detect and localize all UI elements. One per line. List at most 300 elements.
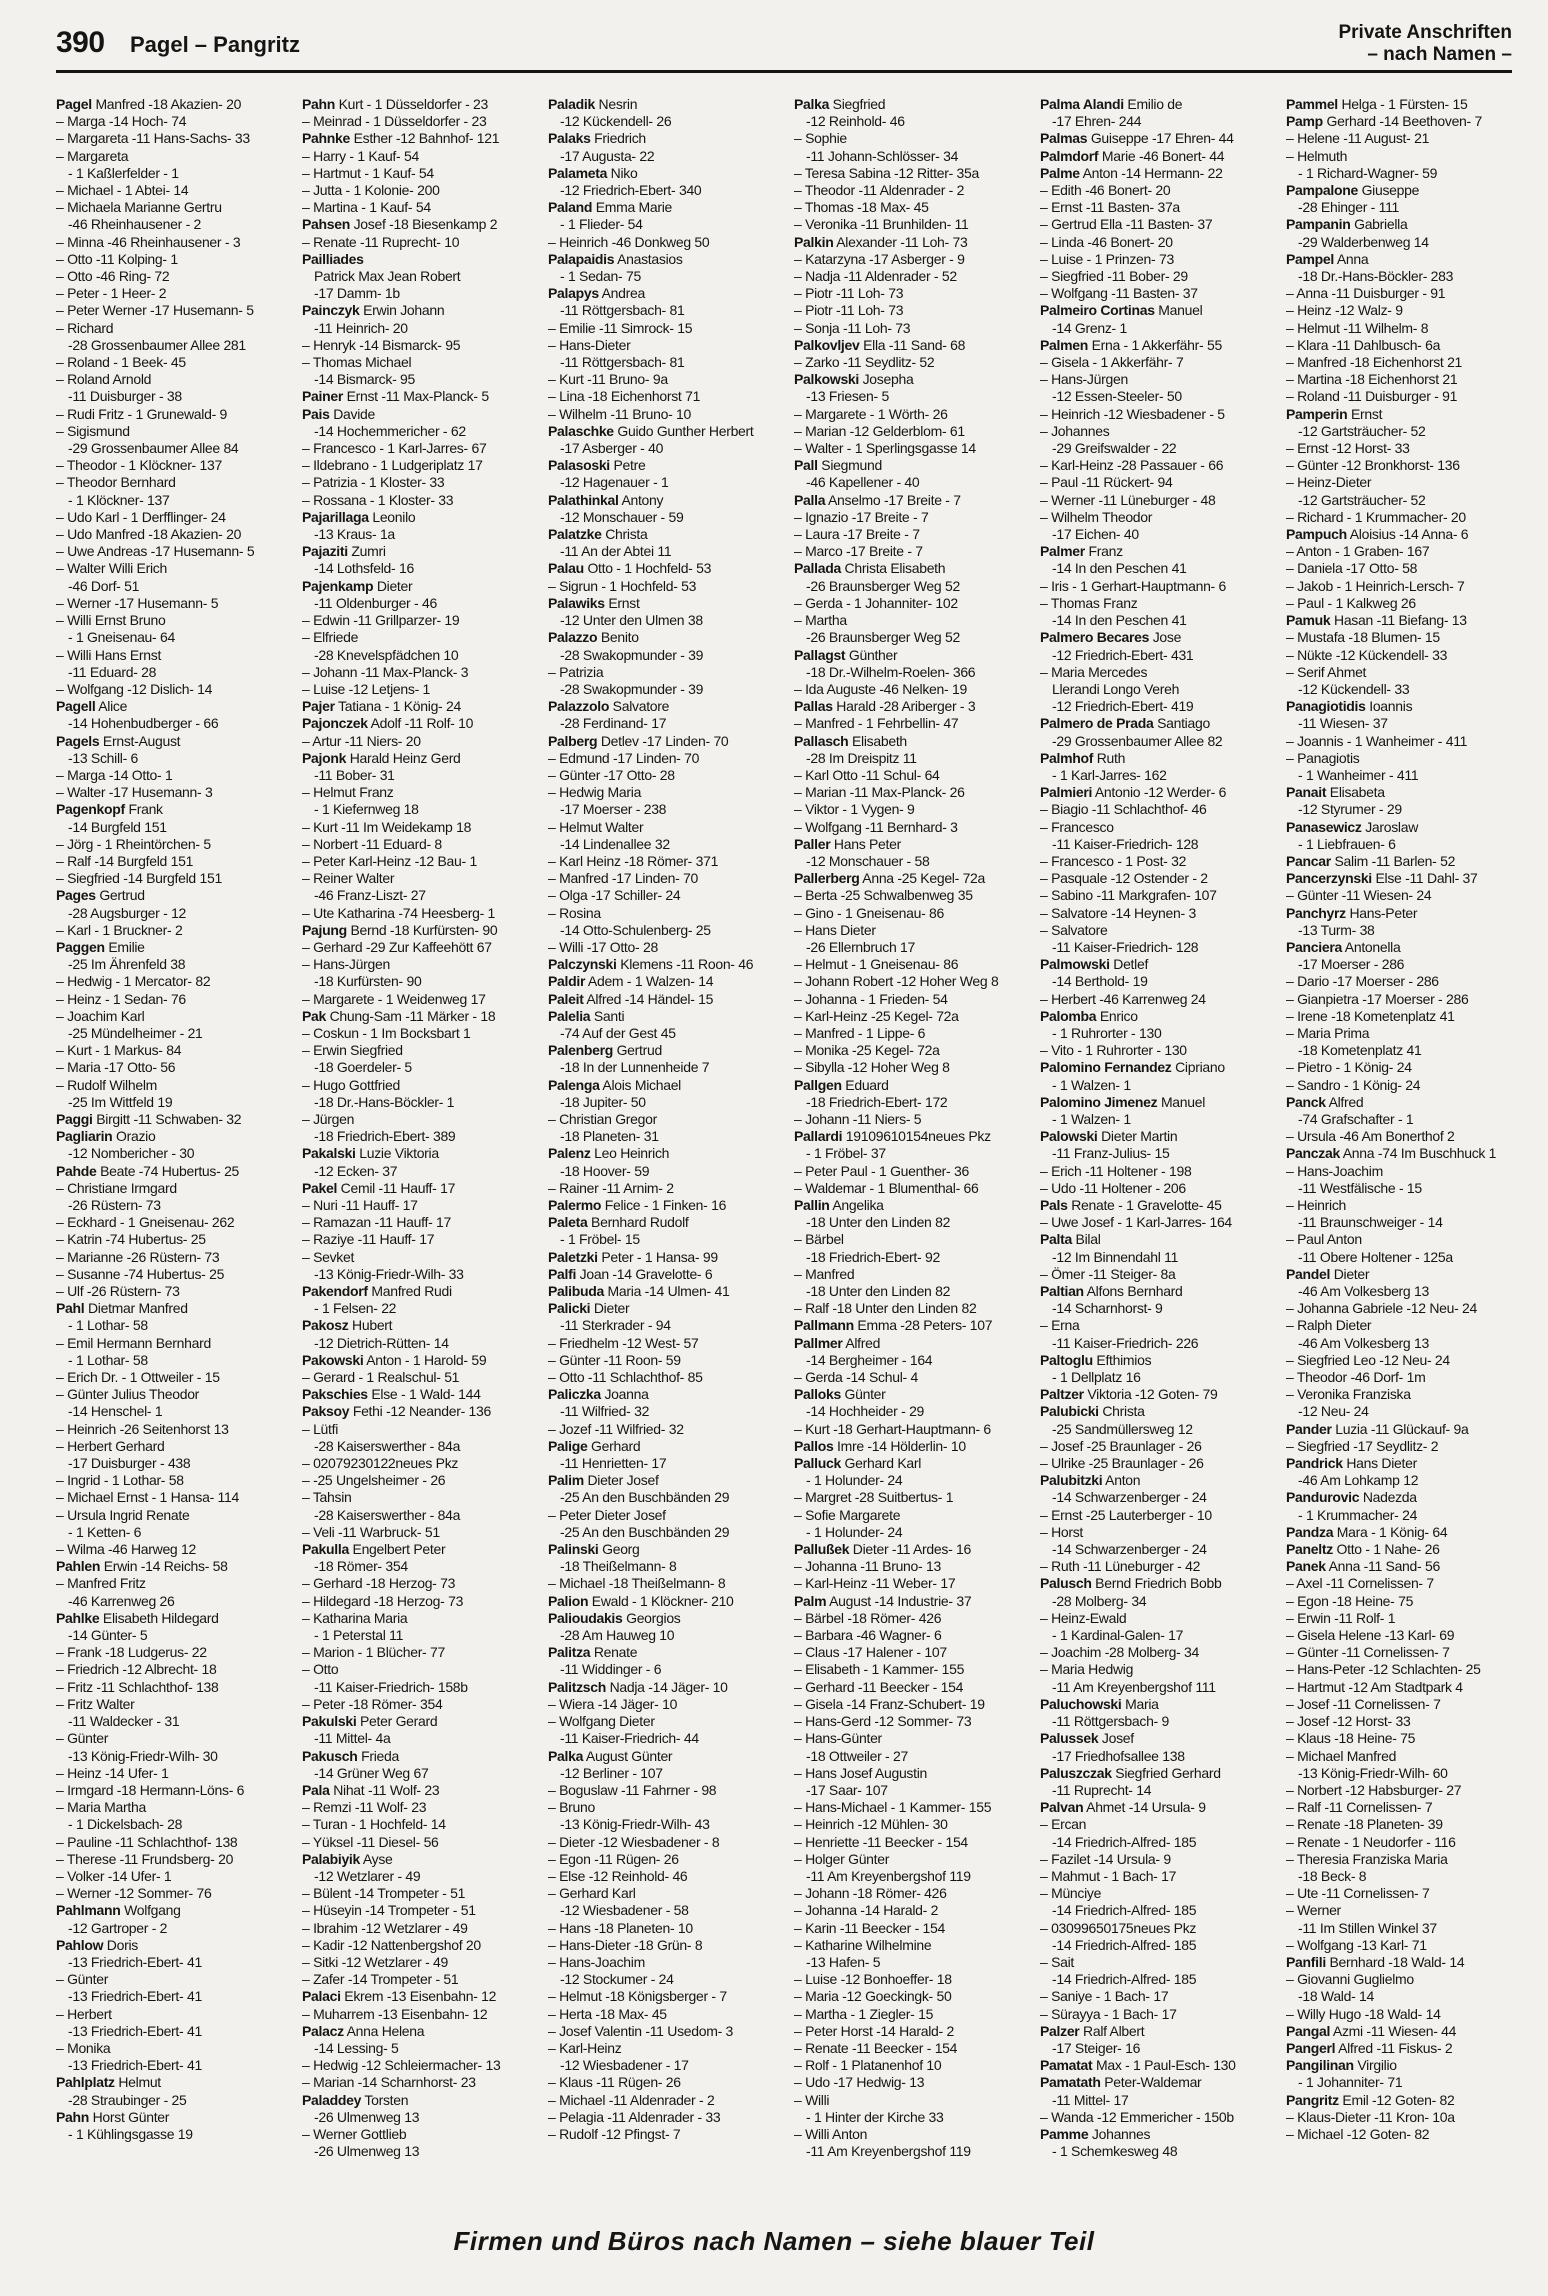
surname-entry <box>548 1593 782 1610</box>
directory-entry <box>794 1025 1028 1042</box>
entry-text: – Reiner Walter <box>302 870 395 887</box>
entry-text: – Marian -14 Scharnhorst- 23 <box>302 2074 476 2091</box>
entry-text: – Helmuth <box>1286 147 1348 164</box>
directory-entry <box>794 543 1028 560</box>
entry-text: – Anna -11 Duisburger - 91 <box>1286 285 1446 302</box>
entry-text: – Johann -11 Max-Planck- 3 <box>302 663 469 680</box>
entry-text: Günther <box>845 646 898 663</box>
directory-entry <box>302 2126 536 2143</box>
entry-text: – Hartmut -12 Am Stadtpark 4 <box>1286 1678 1463 1695</box>
entry-text: – Margarete - 1 Wörth- 26 <box>794 405 948 422</box>
surname: Panciera <box>1286 938 1342 955</box>
entry-text: – Gisela Helene -13 Karl- 69 <box>1286 1627 1455 1644</box>
directory-entry <box>794 1868 1028 1885</box>
entry-text: – Nükte -12 Kückendell- 33 <box>1286 646 1448 663</box>
entry-text: -26 Ulmenweg 13 <box>314 2143 420 2160</box>
directory-entry <box>56 320 290 337</box>
entry-text: Manuel <box>1154 302 1203 319</box>
entry-text: – Daniela -17 Otto- 58 <box>1286 560 1418 577</box>
entry-text: - 1 Kaßlerfelder - 1 <box>68 164 179 181</box>
entry-text: – Roland Arnold <box>56 371 152 388</box>
surname: Panait <box>1286 784 1327 801</box>
entry-text: – Margret -28 Suitbertus- 1 <box>794 1489 954 1506</box>
directory-entry <box>548 1128 782 1145</box>
directory-entry <box>1040 1300 1274 1317</box>
entry-text: - 1 Krummacher- 24 <box>1298 1506 1418 1523</box>
entry-text: -46 Franz-Liszt- 27 <box>314 887 426 904</box>
surname-entry <box>548 973 782 990</box>
directory-entry <box>302 113 536 130</box>
entry-text: – Erich Dr. - 1 Ottweiler - 15 <box>56 1369 220 1386</box>
directory-entry <box>794 612 1028 629</box>
entry-text: Friedrich <box>590 130 646 147</box>
entry-text: – Sibylla -12 Hoher Weg 8 <box>794 1059 950 1076</box>
entry-text: – Udo Karl - 1 Derfflinger- 24 <box>56 508 226 525</box>
entry-text: -18 Kometenplatz 41 <box>1298 1042 1422 1059</box>
directory-entry <box>548 182 782 199</box>
surname-entry <box>302 1352 536 1369</box>
directory-entry <box>1286 1748 1520 1765</box>
directory-entry <box>56 1266 290 1283</box>
directory-entry <box>302 337 536 354</box>
surname-entry <box>794 733 1028 750</box>
entry-text: – Peter Karl-Heinz -12 Bau- 1 <box>302 852 477 869</box>
directory-entry <box>1040 1438 1274 1455</box>
directory-entry <box>302 905 536 922</box>
entry-text: - 1 Kühlingsgasse 19 <box>68 2125 193 2142</box>
directory-entry <box>794 113 1028 130</box>
directory-entry <box>794 578 1028 595</box>
entry-text: Emil -12 Goten- 82 <box>1338 2091 1455 2108</box>
directory-entry <box>548 1558 782 1575</box>
directory-entry <box>1040 973 1274 990</box>
directory-entry <box>302 2143 536 2160</box>
entry-text: Manfred -18 Akazien- 20 <box>91 96 242 112</box>
entry-text: Enrico <box>1096 1007 1138 1024</box>
entry-text: Otto - 1 Hochfeld- 53 <box>583 560 712 577</box>
directory-entry <box>548 1059 782 1076</box>
directory-entry <box>794 1765 1028 1782</box>
entry-text: – Günter -11 Cornelissen- 7 <box>1286 1644 1450 1661</box>
directory-entry <box>302 1902 536 1919</box>
directory-entry <box>1040 1748 1274 1765</box>
entry-text: – Sigismund <box>56 422 130 439</box>
directory-entry <box>302 1472 536 1489</box>
entry-text: – Margarete - 1 Weidenweg 17 <box>302 990 486 1007</box>
entry-text: Ewald - 1 Klöckner- 210 <box>588 1592 734 1609</box>
directory-entry <box>794 1851 1028 1868</box>
entry-text: -29 Grossenbaumer Allee 82 <box>1052 732 1223 749</box>
entry-text: Guido Gunther Herbert <box>613 422 754 439</box>
directory-entry <box>548 2109 782 2126</box>
directory-entry <box>548 1920 782 1937</box>
directory-entry <box>794 887 1028 904</box>
entry-text: - 1 Holunder- 24 <box>806 1472 903 1489</box>
entry-text: – Gerhard -29 Zur Kaffeehött 67 <box>302 938 492 955</box>
entry-text: -25 An den Buschbänden 29 <box>560 1489 730 1506</box>
surname: Palaks <box>548 130 591 147</box>
entry-text: Davide <box>329 405 375 422</box>
entry-text: – Thomas Franz <box>1040 594 1138 611</box>
directory-entry <box>1286 1300 1520 1317</box>
surname: Palmeiro Cortinas <box>1040 302 1155 319</box>
surname: Palinski <box>548 1541 599 1558</box>
surname: Pallußek <box>794 1541 850 1558</box>
directory-entry <box>302 1214 536 1231</box>
directory-entry <box>548 2074 782 2091</box>
directory-entry <box>56 1335 290 1352</box>
directory-entry <box>1286 973 1520 990</box>
surname: Palomino Fernandez <box>1040 1059 1172 1076</box>
entry-text: Hans-Peter <box>1345 904 1418 921</box>
directory-entry <box>302 870 536 887</box>
entry-text: Ruth <box>1093 749 1126 766</box>
entry-text: -11 Wiesen- 37 <box>1298 715 1388 732</box>
directory-entry <box>548 1403 782 1420</box>
entry-text: – Francesco - 1 Post- 32 <box>1040 852 1187 869</box>
surname-entry <box>302 1386 536 1403</box>
entry-text: – Johann -18 Römer- 426 <box>794 1885 947 1902</box>
entry-text: – Volker -14 Ufer- 1 <box>56 1867 172 1884</box>
directory-entry <box>302 939 536 956</box>
surname: Palaci <box>302 1988 341 2005</box>
surname: Pampuch <box>1286 526 1347 543</box>
surname-entry <box>794 1541 1028 1558</box>
entry-text: -18 Hoover- 59 <box>560 1162 650 1179</box>
surname-entry <box>548 165 782 182</box>
surname-entry <box>1286 1541 1520 1558</box>
entry-text: – Günter -11 Roon- 59 <box>548 1351 681 1368</box>
surname-entry <box>302 302 536 319</box>
surname: Pagenkopf <box>56 801 125 818</box>
entry-text: – Karl-Heinz -28 Passauer - 66 <box>1040 457 1224 474</box>
entry-text: Petre <box>609 457 646 474</box>
directory-entry <box>548 715 782 732</box>
surname-entry <box>794 560 1028 577</box>
entry-text: – Peter Paul - 1 Guenther- 36 <box>794 1162 969 1179</box>
directory-entry <box>1040 1988 1274 2005</box>
entry-text: Anselmo -17 Breite - 7 <box>825 491 961 508</box>
entry-text: – Norbert -11 Eduard- 8 <box>302 835 442 852</box>
directory-entry <box>56 1042 290 1059</box>
entry-text: – Erwin -11 Rolf- 1 <box>1286 1609 1396 1626</box>
surname-entry <box>1286 2040 1520 2057</box>
directory-entry <box>1040 354 1274 371</box>
directory-entry <box>794 1249 1028 1266</box>
directory-entry <box>1286 1214 1520 1231</box>
surname: Pakosz <box>302 1317 349 1334</box>
entry-text: -18 Goerdeler- 5 <box>314 1059 412 1076</box>
surname-entry <box>1286 1421 1520 1438</box>
directory-entry <box>548 1851 782 1868</box>
surname-entry <box>1286 853 1520 870</box>
entry-text: Zumri <box>347 543 386 560</box>
entry-text: -28 Am Hauweg 10 <box>560 1627 675 1644</box>
directory-entry <box>302 2109 536 2126</box>
directory-entry <box>1286 1197 1520 1214</box>
surname-entry <box>302 388 536 405</box>
entry-text: Christa <box>1098 1403 1145 1420</box>
entry-text: – Heinz - 1 Sedan- 76 <box>56 990 186 1007</box>
directory-entry <box>794 1644 1028 1661</box>
surname: Paltian <box>1040 1283 1084 1300</box>
directory-entry <box>302 1661 536 1678</box>
surname-entry <box>548 1644 782 1661</box>
surname-entry <box>548 629 782 646</box>
surname-entry <box>1040 302 1274 319</box>
entry-text: -12 Kückendell- 26 <box>560 113 672 130</box>
entry-text: -11 Am Kreyenbergshof 119 <box>806 1867 971 1884</box>
entry-text: Detlev -17 Linden- 70 <box>597 732 729 749</box>
entry-text: – Sait <box>1040 1953 1074 1970</box>
entry-text: Else - 1 Wald- 144 <box>367 1386 481 1403</box>
directory-entry <box>302 1868 536 1885</box>
entry-text: -12 Gartsträucher- 52 <box>1298 422 1426 439</box>
entry-text: -28 Kaiserswerther - 84a <box>314 1506 461 1523</box>
surname-entry <box>548 733 782 750</box>
surname: Paleta <box>548 1214 588 1231</box>
directory-entry <box>1040 1610 1274 1627</box>
surname: Pallas <box>794 698 833 715</box>
directory-entry <box>302 492 536 509</box>
entry-text: -11 Am Kreyenbergshof 119 <box>806 2143 971 2160</box>
entry-text: - 1 Ruhrorter - 130 <box>1052 1024 1162 1041</box>
directory-entry <box>56 1851 290 1868</box>
entry-text: Hubert <box>348 1317 393 1334</box>
directory-entry <box>548 1180 782 1197</box>
directory-entry <box>1286 320 1520 337</box>
directory-entry <box>1286 1696 1520 1713</box>
entry-text: – Linda -46 Bonert- 20 <box>1040 233 1173 250</box>
directory-entry <box>302 1335 536 1352</box>
entry-text: -18 Dr.-Hans-Böckler- 1 <box>314 1093 455 1110</box>
surname-entry <box>1286 526 1520 543</box>
directory-entry <box>1040 1507 1274 1524</box>
entry-text: – Michael -18 Theißelmann- 8 <box>548 1575 726 1592</box>
entry-text: – Werner -12 Sommer- 76 <box>56 1885 212 1902</box>
directory-entry <box>1286 1231 1520 1248</box>
surname: Pallagst <box>794 646 846 663</box>
entry-text: -17 Damm- 1b <box>314 285 400 302</box>
surname: Palmas <box>1040 130 1088 147</box>
entry-text: -46 Kapellener - 40 <box>806 474 920 491</box>
section-title-line-2: – nach Namen – <box>1367 44 1512 65</box>
entry-text: Gertrud <box>613 1042 662 1059</box>
directory-entry <box>56 2057 290 2074</box>
directory-entry <box>548 1782 782 1799</box>
surname-entry <box>794 647 1028 664</box>
entry-text: -11 Kaiser-Friedrich- 128 <box>1052 835 1199 852</box>
surname-entry <box>1286 1489 1520 1506</box>
directory-entry <box>794 905 1028 922</box>
surname-entry <box>548 1438 782 1455</box>
entry-text: – Meinrad - 1 Düsseldorfer - 23 <box>302 113 487 130</box>
directory-entry <box>1040 320 1274 337</box>
directory-entry <box>794 320 1028 337</box>
entry-text: – Margareta <box>56 147 129 164</box>
entry-text: – Jozef -11 Wilfried- 32 <box>548 1420 684 1437</box>
entry-text: -28 Grossenbaumer Allee 281 <box>68 336 246 353</box>
directory-entry <box>302 1799 536 1816</box>
directory-entry <box>794 1937 1028 1954</box>
entry-text: – Michael -11 Aldenrader - 2 <box>548 2091 715 2108</box>
entry-text: – Katrin -74 Hubertus- 25 <box>56 1231 206 1248</box>
entry-text: – Michael Ernst - 1 Hansa- 114 <box>56 1489 239 1506</box>
entry-text: – Maria Martha <box>56 1799 146 1816</box>
directory-entry <box>56 595 290 612</box>
entry-text: – Michael - 1 Abtei- 14 <box>56 182 189 199</box>
surname: Pals <box>1040 1197 1068 1213</box>
entry-text: -11 Mittel- 17 <box>1052 2091 1129 2108</box>
section-title <box>1338 22 1512 66</box>
entry-text: – Mahmut - 1 Bach- 17 <box>1040 1867 1177 1884</box>
entry-text: Elisabeth <box>848 732 907 749</box>
directory-entry <box>1286 1644 1520 1661</box>
entry-text: Guiseppe -17 Ehren- 44 <box>1087 130 1234 147</box>
surname: Paneltz <box>1286 1541 1333 1558</box>
entry-text: – Manfred - 1 Lippe- 6 <box>794 1024 926 1041</box>
surname: Paltoglu <box>1040 1351 1093 1368</box>
directory-entry <box>1286 801 1520 818</box>
directory-entry <box>302 182 536 199</box>
entry-text: -26 Braunsberger Weg 52 <box>806 629 960 646</box>
entry-text: Helmut <box>114 2074 161 2091</box>
directory-entry <box>548 1094 782 1111</box>
entry-text: – Gertrud Ella -11 Basten- 37 <box>1040 216 1213 233</box>
directory-entry <box>56 1489 290 1506</box>
surname-entry <box>794 337 1028 354</box>
directory-entry <box>56 285 290 302</box>
directory-entry <box>548 543 782 560</box>
entry-text: – Sevket <box>302 1248 355 1265</box>
entry-text: -11 Braunschweiger - 14 <box>1298 1214 1443 1231</box>
directory-entry <box>1040 1163 1274 1180</box>
directory-entry <box>1286 543 1520 560</box>
entry-text: – Bülent -14 Trompeter - 51 <box>302 1885 466 1902</box>
entry-text: – Helmut Franz <box>302 784 394 801</box>
entry-text: – Jörg - 1 Rheintörchen- 5 <box>56 835 211 852</box>
directory-entry <box>302 423 536 440</box>
surname: Palmero Becares <box>1040 629 1150 646</box>
surname-entry <box>56 1902 290 1919</box>
entry-text: – Manfred <box>794 1265 855 1282</box>
directory-entry <box>1286 1008 1520 1025</box>
surname: Palige <box>548 1437 588 1454</box>
directory-entry <box>548 612 782 629</box>
directory-entry <box>1040 509 1274 526</box>
entry-text: Josepha <box>859 371 914 388</box>
entry-text: – Gerhard Karl <box>548 1885 636 1902</box>
surname: Pancerzynski <box>1286 870 1372 887</box>
directory-entry <box>794 388 1028 405</box>
entry-text: -13 Schill- 6 <box>68 749 139 766</box>
entry-text: -28 Kaiserswerther - 84a <box>314 1437 461 1454</box>
directory-entry <box>56 1593 290 1610</box>
entry-text: – Helmut Walter <box>548 818 644 835</box>
surname: Pandza <box>1286 1523 1334 1540</box>
entry-text: – Axel -11 Cornelissen- 7 <box>1286 1575 1434 1592</box>
entry-text: – Martha <box>794 612 847 629</box>
surname: Paltzer <box>1040 1386 1084 1403</box>
entry-text: -18 Theißelmann- 8 <box>560 1558 677 1575</box>
surname: Palberg <box>548 732 598 749</box>
surname-entry <box>56 1558 290 1575</box>
entry-text: – Dieter -12 Wiesbadener - 8 <box>548 1833 720 1850</box>
entry-text: – Francesco <box>1040 818 1114 835</box>
entry-text: – Herbert -46 Karrenweg 24 <box>1040 990 1206 1007</box>
directory-entry <box>56 1077 290 1094</box>
directory-entry <box>794 1902 1028 1919</box>
entry-text: – Peter Dieter Josef <box>548 1506 666 1523</box>
directory-entry <box>1040 1558 1274 1575</box>
surname-entry <box>1286 1524 1520 1541</box>
entry-text: – Heinz -14 Ufer- 1 <box>56 1764 169 1781</box>
directory-entry <box>302 560 536 577</box>
directory-entry <box>56 113 290 130</box>
directory-entry <box>56 1679 290 1696</box>
entry-text: Siegfried Gerhard <box>1111 1764 1221 1781</box>
directory-entry <box>794 956 1028 973</box>
entry-text: -14 Friedrich-Alfred- 185 <box>1052 1902 1197 1919</box>
entry-text: – Gino - 1 Gneisenau- 86 <box>794 904 945 921</box>
entry-text: – Werner <box>1286 1902 1341 1919</box>
surname: Pander <box>1286 1420 1332 1437</box>
directory-entry <box>794 182 1028 199</box>
directory-entry <box>56 1816 290 1833</box>
surname-entry <box>1040 1575 1274 1592</box>
entry-text: Johannes <box>1088 2125 1151 2142</box>
entry-text: -11 Franz-Julius- 15 <box>1052 1145 1170 1162</box>
entry-text: Christa <box>601 526 648 543</box>
surname-entry <box>56 1300 290 1317</box>
directory-entry <box>56 1713 290 1730</box>
directory-entry <box>56 371 290 388</box>
surname: Palicki <box>548 1300 591 1317</box>
entry-text: -14 Schwarzenberger - 24 <box>1052 1541 1207 1558</box>
entry-text: Ernst-August <box>99 732 181 749</box>
directory-entry <box>1040 1025 1274 1042</box>
surname-entry <box>548 991 782 1008</box>
directory-entry <box>1040 199 1274 216</box>
entry-text: -18 Beck- 8 <box>1298 1867 1367 1884</box>
directory-entry <box>794 1661 1028 1678</box>
surname: Palmdorf <box>1040 147 1099 164</box>
surname: Paluchowski <box>1040 1695 1122 1712</box>
surname: Pahn <box>56 2108 90 2125</box>
surname-entry <box>302 96 536 113</box>
directory-entry <box>56 457 290 474</box>
directory-entry <box>56 302 290 319</box>
surname: Pakulla <box>302 1541 349 1558</box>
entry-text: -14 Friedrich-Alfred- 185 <box>1052 1971 1197 1988</box>
directory-entry <box>548 681 782 698</box>
directory-entry <box>548 801 782 818</box>
directory-entry <box>1286 578 1520 595</box>
directory-entry <box>1040 922 1274 939</box>
surname: Pakschies <box>302 1386 368 1403</box>
surname: Pall <box>794 457 818 474</box>
entry-text: – Lütfi <box>302 1420 339 1437</box>
surname: Paksoy <box>302 1403 350 1420</box>
directory-entry <box>794 216 1028 233</box>
surname: Paladdey <box>302 2091 362 2108</box>
entry-text: -13 König-Friedr-Wilh- 33 <box>314 1265 464 1282</box>
directory-entry <box>302 1971 536 1988</box>
directory-entry <box>1286 1438 1520 1455</box>
directory-entry <box>56 629 290 646</box>
directory-entry <box>794 1954 1028 1971</box>
surname: Pamatat <box>1040 2057 1093 2074</box>
